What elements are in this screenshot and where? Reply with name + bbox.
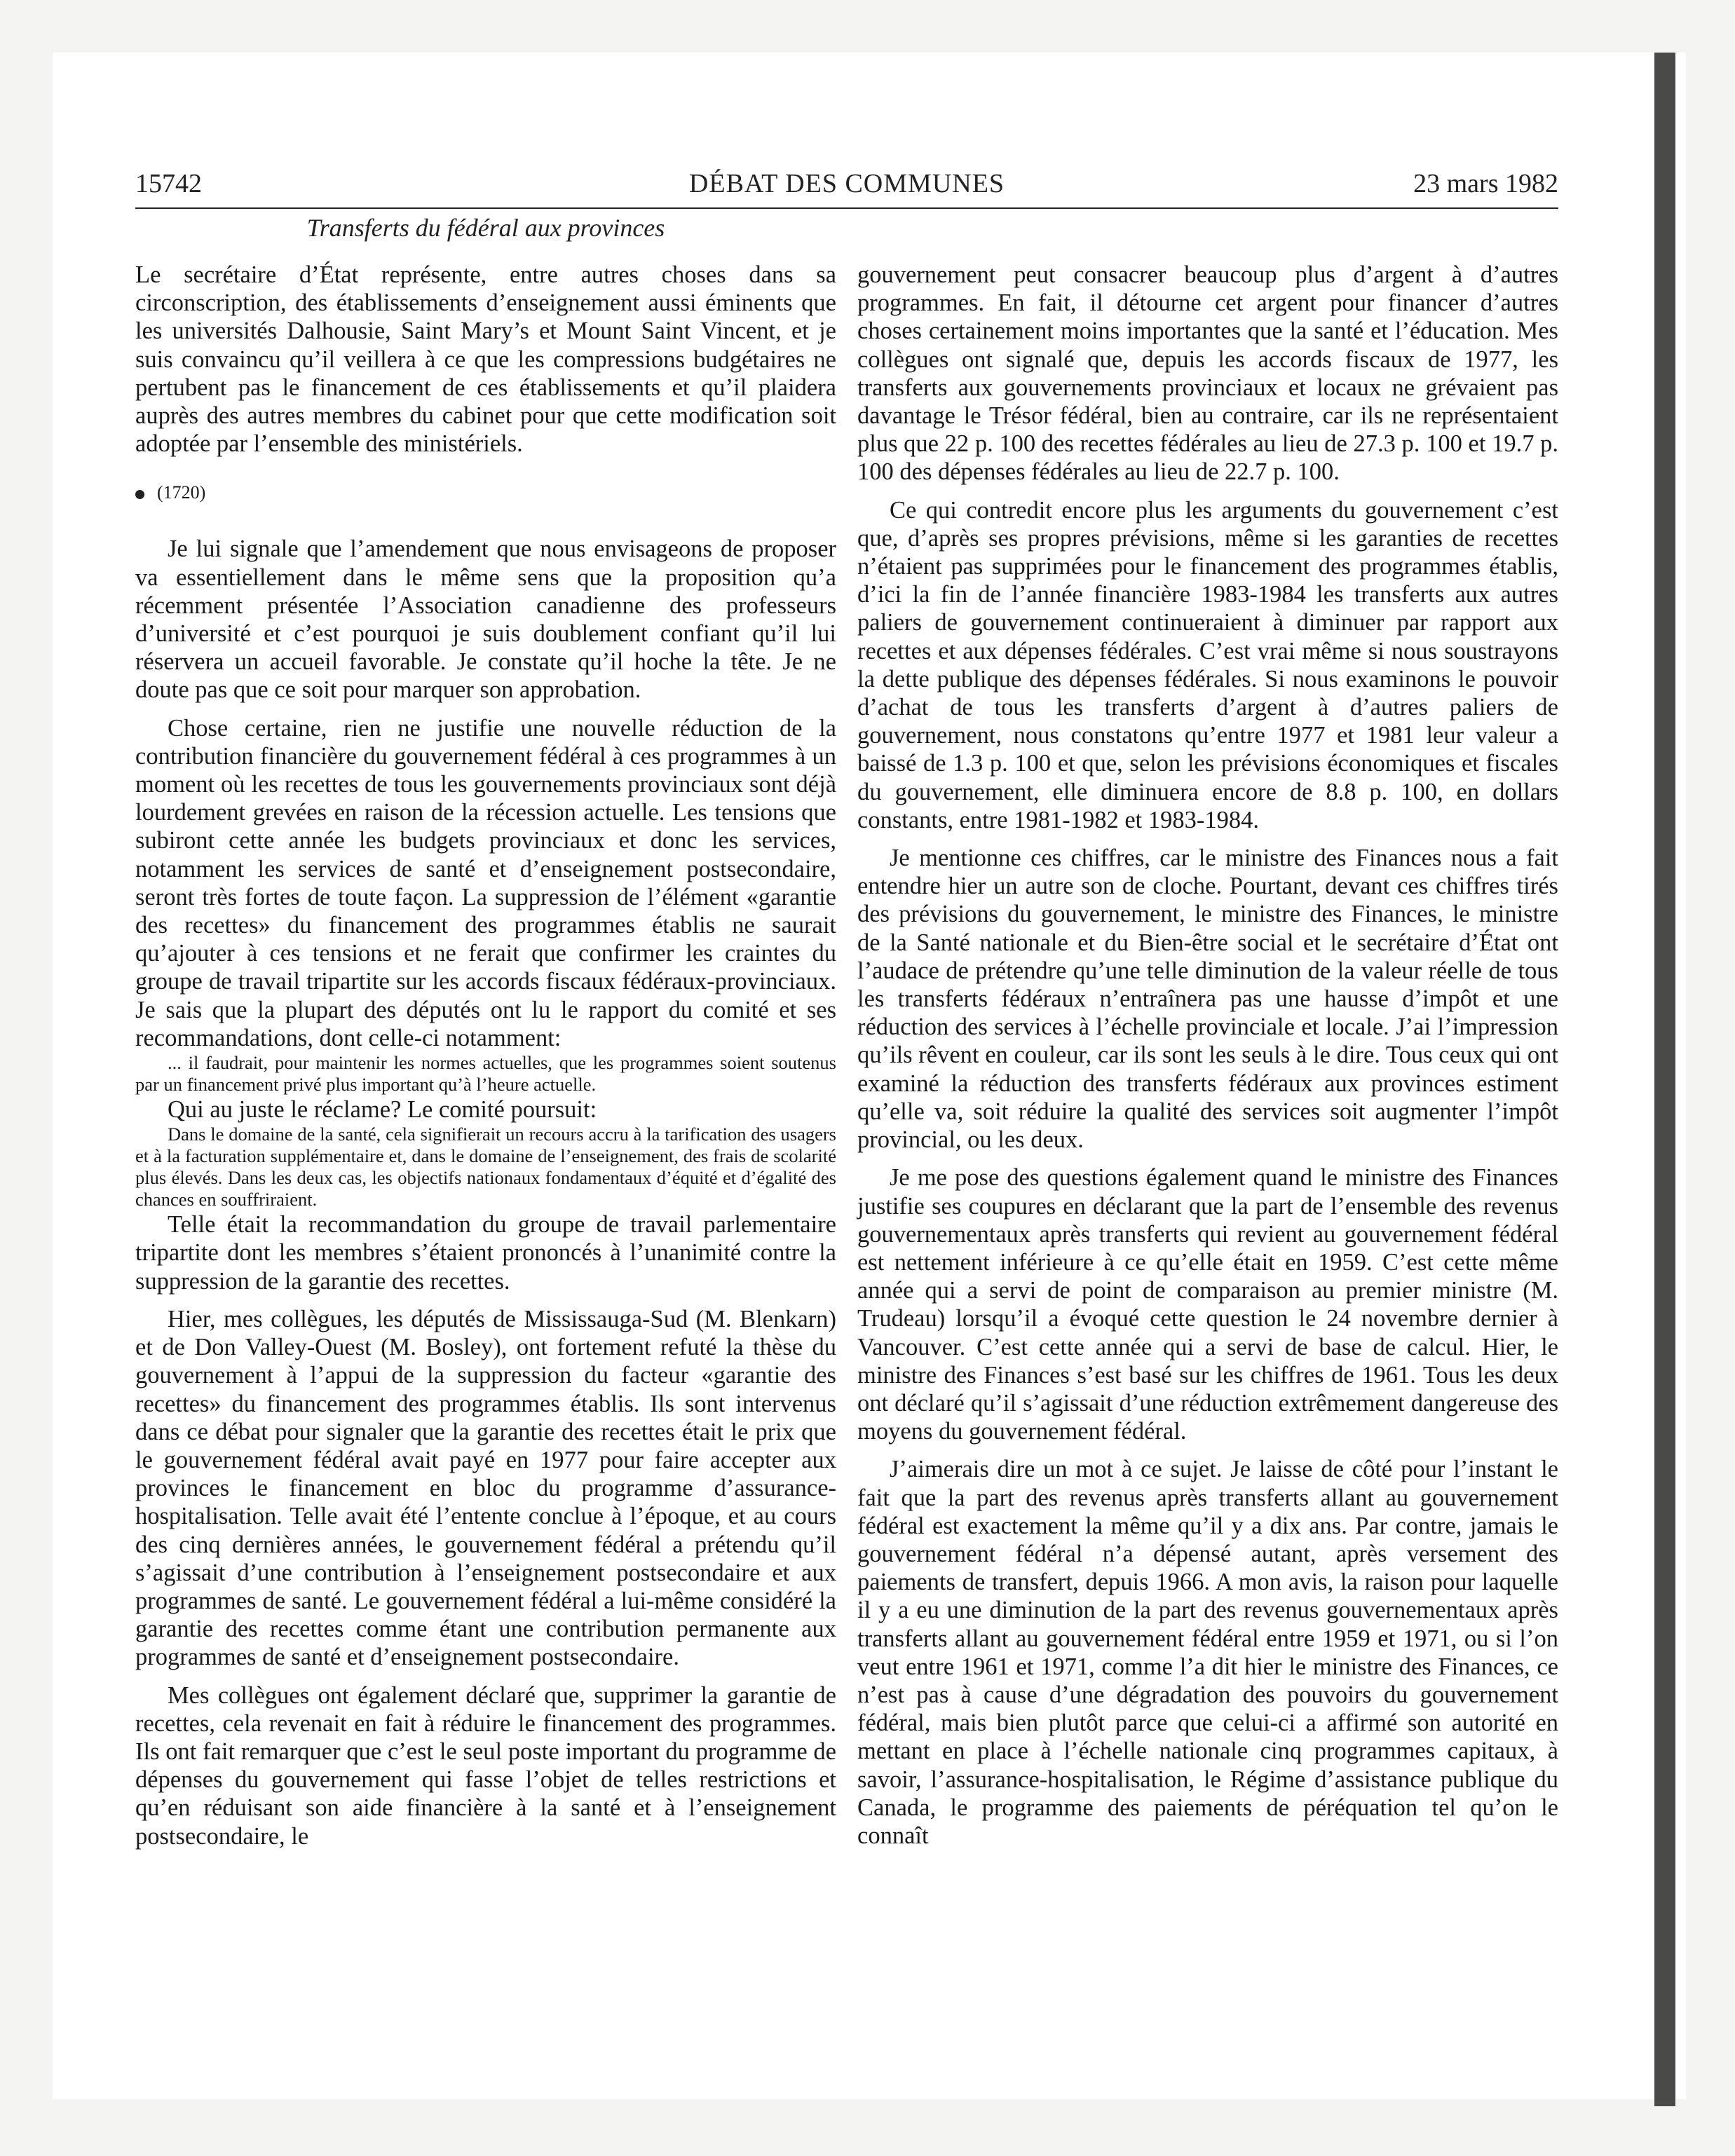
paragraph: gouvernement peut consacrer beaucoup plus d’argent à d’autres programmes. En fait, il détourne cet argent pour financer d’autres choses certainement moins importantes que la santé et l’éducation. Mes collègues ont signalé que, depuis les accords fiscaux de 1977, les transferts aux gouvernements provinciaux et locaux ne grévaient pas davantage le Trésor fédéral, bien au contraire, car ils ne représentaient plus que 22 p. 100 des recettes fédérales au lieu de 27.3 p. 100 et 19.7 p. 100 des dépenses fédérales au lieu de 22.7 p. 100.	[857, 261, 1558, 486]
page-number: 15742	[135, 169, 202, 198]
paragraph: Qui au juste le réclame? Le comité poursuit:	[168, 1096, 597, 1124]
section-subtitle: Transferts du fédéral aux provinces	[306, 214, 665, 242]
block-quote: ... il faudrait, pour maintenir les normes actuelles, que les programmes soient soutenus par un financement privé plus important qu’à l’heure actuelle.	[135, 1052, 836, 1096]
page-header	[135, 168, 1558, 209]
paragraph: Chose certaine, rien ne justifie une nouvelle réduction de la contribution financière du gouvernement fédéral à ces programmes à un moment où les recettes de tous les gouvernements provinciaux sont déjà lourdement grevées en raison de la récession actuelle. Les tensions que subiront cette année les budgets provinciaux et donc les services, notamment les services de santé et d’enseignement postsecondaire, seront très fortes de toute façon. La suppression de l’élément «garantie des recettes» du financement des programmes établis ne saurait qu’ajouter à ces tensions et ne ferait que confirmer les craintes du groupe de travail tripartite sur les accords fiscaux fédéraux-provinciaux. Je sais que la plupart des députés ont lu le rapport du comité et ses recommandations, dont celle-ci notamment:	[135, 714, 836, 1051]
publication-title: DÉBAT DES COMMUNES	[688, 169, 1005, 198]
paragraph: Hier, mes collègues, les députés de Mississauga-Sud (M. Blenkarn) et de Don Valley-Ouest (M. Bosley), ont fortement refuté la thèse du gouvernement à l’appui de la suppression du facteur «garantie des recettes» du financement des programmes établis. Ils sont intervenus dans ce débat pour signaler que la garantie des recettes était le prix que le gouvernement fédéral avait payé en 1977 pour faire accepter aux provinces le financement en bloc du programme d’assurance-hospitalisation. Telle avait été l’entente conclue à l’époque, et au cours des cinq dernières années, le gouvernement fédéral a prétendu qu’il s’agissait d’une contribution à l’enseignement postsecondaire et aux programmes de santé. Le gouvernement fédéral a lui-même considéré la garantie des recettes comme étant une contribution permanente aux programmes de santé et d’enseignement postsecondaire.	[135, 1305, 836, 1671]
scan-edge-bar	[1654, 53, 1675, 2106]
paragraph: Ce qui contredit encore plus les arguments du gouvernement c’est que, d’après ses propres prévisions, même si les garanties de recettes n’étaient pas supprimées pour le financement des programmes établis, d’ici la fin de l’année financière 1983-1984 les transferts aux autres paliers de gouvernement continueraient à diminuer par rapport aux recettes et aux dépenses fédérales. C’est vrai même si nous soustrayons la dette publique des dépenses fédérales. Si nous examinons le pouvoir d’achat de tous les transferts d’argent à d’autres paliers de gouvernement, nous constatons qu’entre 1977 et 1981 leur valeur a baissé de 1.3 p. 100 et que, selon les prévisions économiques et fiscales du gouvernement, elle diminuera encore de 8.8 p. 100, en dollars constants, entre 1981-1982 et 1983-1984.	[857, 496, 1558, 833]
paragraph: Mes collègues ont également déclaré que, supprimer la garantie de recettes, cela revenait en fait à réduire le financement des programmes. Ils ont fait remarquer que c’est le seul poste important du programme de dépenses du gouvernement qui fasse l’objet de telles restrictions et qu’en réduisant son aide financière à la santé et à l’enseignement postsecondaire, le	[135, 1681, 836, 1850]
paragraph: J’aimerais dire un mot à ce sujet. Je laisse de côté pour l’instant le fait que la part des revenus après transferts allant au gouvernement fédéral est exactement la même qu’il y a dix ans. Par contre, jamais le gouvernement fédéral n’a dépensé autant, après versement des paiements de transfert, depuis 1966. A mon avis, la raison pour laquelle il y a eu une diminution de la part des revenus gouvernementaux après transferts allant au gouvernement fédéral entre 1959 et 1971, ou si l’on veut entre 1961 et 1971, comme l’a dit hier le ministre des Finances, ce n’est pas à cause d’une dégradation des pouvoirs du gouvernement fédéral, mais bien plutôt parce que celui-ci a affirmé son autorité en mettant en place à l’échelle nationale cinq programmes capitaux, à savoir, l’assurance-hospitalisation, le Régime d’assistance publique du Canada, le programme des paiements de péréquation tel qu’on le connaît	[857, 1456, 1558, 1849]
right-column	[857, 261, 1558, 1850]
paragraph: Je me pose des questions également quand le ministre des Finances justifie ses coupures en déclarant que la part de l’ensemble des revenus gouvernementaux après transferts qui revient au gouvernement fédéral est nettement inférieure à ce qu’elle était en 1959. C’est cette même année qui a servi de point de comparaison au premier ministre (M. Trudeau) lorsqu’il a évoqué cette question le 24 novembre dernier à Vancouver. C’est cette année qui a servi de base de calcul. Hier, le ministre des Finances s’est basé sur les chiffres de 1961. Tous les deux ont déclaré qu’il s’agissait d’une réduction extrêmement dangereuse des moyens du gouvernement fédéral.	[857, 1164, 1558, 1445]
time-marker-label: (1720)	[157, 482, 206, 503]
time-marker	[135, 479, 836, 507]
bullet-dot-icon	[135, 490, 144, 499]
left-column	[135, 261, 836, 1850]
page-date: 23 mars 1982	[1413, 169, 1558, 198]
paragraph: Le secrétaire d’État représente, entre autres choses dans sa circonscription, des établissements d’enseignement aussi éminents que les universités Dalhousie, Saint Mary’s et Mount Saint Vincent, et je suis convaincu qu’il veillera à ce que les compressions budgétaires ne pertubent pas le financement de ces établissements et qu’il plaidera auprès des autres membres du cabinet pour que cette modification soit adoptée par l’ensemble des ministériels.	[135, 261, 836, 458]
paragraph: Je lui signale que l’amendement que nous envisageons de proposer va essentiellement dans le même sens que la proposition qu’a récemment présentée l’Association canadienne des professeurs d’université et c’est pourquoi je suis doublement confiant qu’il lui réservera un accueil favorable. Je constate qu’il hoche la tête. Je ne doute pas que ce soit pour marquer son approbation.	[135, 535, 836, 704]
block-quote: Dans le domaine de la santé, cela signifierait un recours accru à la tarification des usagers et à la facturation supplémentaire et, dans le domaine de l’enseignement, des frais de scolarité plus élevés. Dans les deux cas, les objectifs nationaux fondamentaux d’équité et d’égalité des chances en souffriraient.	[135, 1124, 836, 1210]
paragraph: Telle était la recommandation du groupe de travail parlementaire tripartite dont les membres s’étaient prononcés à l’unanimité contre la suppression de la garantie des recettes.	[135, 1211, 836, 1295]
paragraph: Je mentionne ces chiffres, car le ministre des Finances nous a fait entendre hier un autre son de cloche. Pourtant, devant ces chiffres tirés des prévisions du gouvernement, le ministre des Finances, le ministre de la Santé nationale et du Bien-être social et le secrétaire d’État ont l’audace de prétendre qu’une telle diminution de la valeur réelle de tous les transferts fédéraux n’entraînera pas une hausse d’impôt et une réduction des services à l’échelle provinciale et locale. J’ai l’impression qu’ils rêvent en couleur, car ils sont les seuls à le dire. Tous ceux qui ont examiné la réduction des transferts fédéraux aux provinces estiment qu’elle va, soit réduire la qualité des services soit augmenter l’impôt provincial, ou les deux.	[857, 845, 1558, 1154]
